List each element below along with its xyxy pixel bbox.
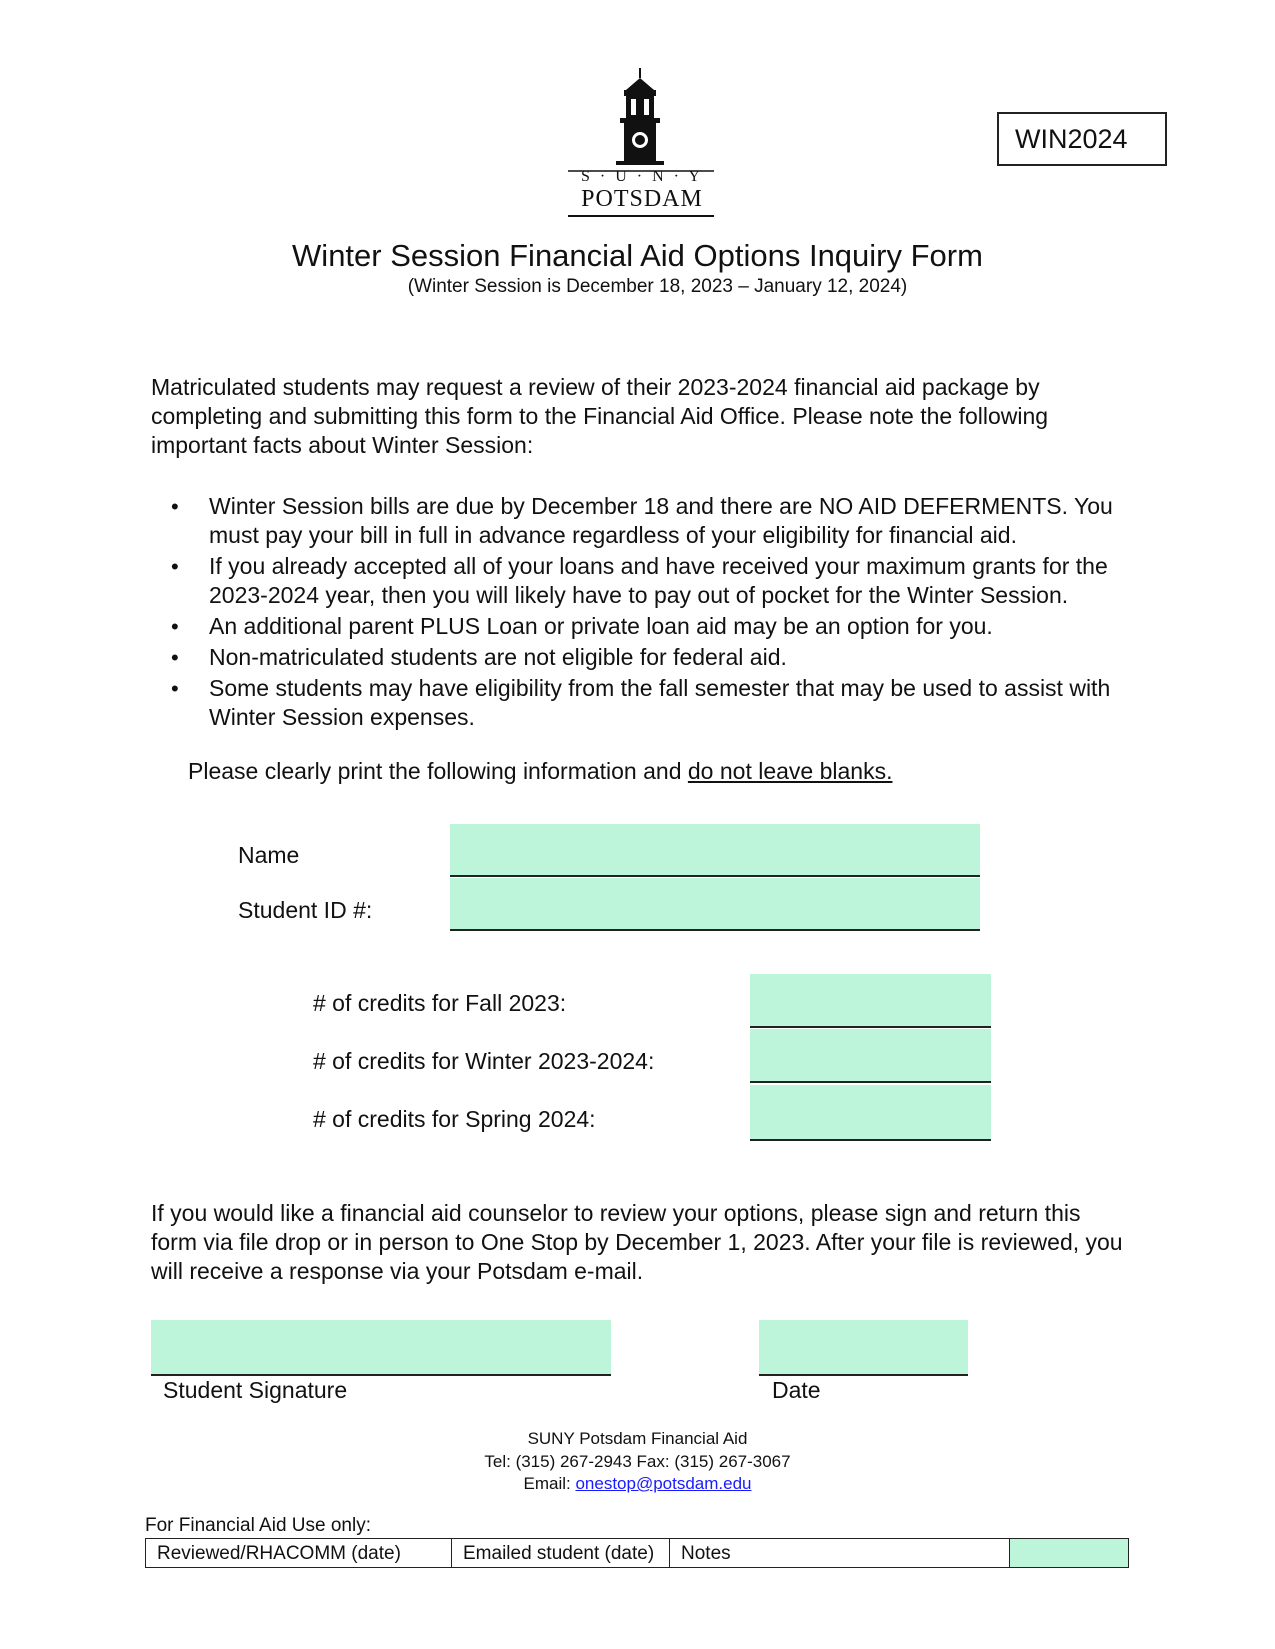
date-field[interactable] xyxy=(759,1320,968,1376)
email-link[interactable]: onestop@potsdam.edu xyxy=(575,1474,752,1493)
footer-email-label: Email: xyxy=(523,1474,576,1493)
form-code-box xyxy=(997,112,1167,166)
logo-potsdam-text: POTSDAM xyxy=(581,186,703,212)
print-instruction xyxy=(188,758,892,785)
credits-winter-field[interactable] xyxy=(750,1029,991,1083)
date-label: Date xyxy=(772,1377,821,1403)
return-instructions: If you would like a financial aid counselor to review your options, please sign and return this form via file drop or in person to One Stop by December 1, 2023. After your file is reviewed, you will receive a response via your Potsdam e-mail. xyxy=(151,1200,1123,1284)
office-col-notes: Notes xyxy=(670,1539,1010,1567)
credits-winter-label: # of credits for Winter 2023-2024: xyxy=(313,1048,655,1074)
student-id-label: Student ID #: xyxy=(238,897,373,923)
office-use-table xyxy=(145,1538,1129,1568)
footer-office: SUNY Potsdam Financial Aid xyxy=(527,1429,748,1448)
name-field[interactable] xyxy=(450,824,980,877)
credits-spring-field[interactable] xyxy=(750,1085,991,1141)
footer-email-line xyxy=(0,1473,1275,1495)
office-notes-field[interactable] xyxy=(1010,1539,1128,1567)
credits-fall-label: # of credits for Fall 2023: xyxy=(313,990,567,1016)
list-item: • If you already accepted all of your loans and have received your maximum grants for the 2023-2024 year, then you will likely have to pay out of pocket for the Winter Session. xyxy=(151,552,1131,610)
logo-underline xyxy=(568,215,714,217)
instruction-text: Please clearly print the following information and xyxy=(188,758,688,784)
logo-suny-text: S · U · N · Y xyxy=(581,168,703,185)
list-item: • Non-matriculated students are not eligible for federal aid. xyxy=(151,643,1131,672)
office-col-emailed: Emailed student (date) xyxy=(452,1539,670,1567)
footer-phone: Tel: (315) 267-2943 Fax: (315) 267-3067 xyxy=(484,1452,791,1471)
list-item: • Winter Session bills are due by December 18 and there are NO AID DEFERMENTS. You must pay your bill in full in advance regardless of your eligibility for financial aid. xyxy=(151,492,1131,550)
name-label: Name xyxy=(238,842,300,868)
office-use-label: For Financial Aid Use only: xyxy=(145,1515,371,1536)
page-title: Winter Session Financial Aid Options Inquiry Form xyxy=(292,238,983,273)
list-item: • An additional parent PLUS Loan or private loan aid may be an option for you. xyxy=(151,612,1131,641)
suny-potsdam-logo xyxy=(562,68,722,220)
credits-spring-label: # of credits for Spring 2024: xyxy=(313,1106,596,1132)
signature-field[interactable] xyxy=(151,1320,611,1376)
instruction-emphasis: do not leave blanks. xyxy=(687,758,893,784)
list-item: • Some students may have eligibility from the fall semester that may be used to assist with Winter Session expenses. xyxy=(151,674,1131,732)
credits-fall-field[interactable] xyxy=(750,974,991,1028)
form-code: WIN2024 xyxy=(1015,123,1128,154)
student-id-field[interactable] xyxy=(450,878,980,931)
facts-list xyxy=(151,492,1131,734)
office-col-reviewed: Reviewed/RHACOMM (date) xyxy=(146,1539,452,1567)
signature-label: Student Signature xyxy=(163,1377,348,1403)
intro-paragraph: Matriculated students may request a review of their 2023-2024 financial aid package by completing and submitting this form to the Financial Aid Office. Please note the following important facts about Winter Session: xyxy=(151,374,1049,458)
page-subtitle: (Winter Session is December 18, 2023 – January 12, 2024) xyxy=(407,276,908,297)
